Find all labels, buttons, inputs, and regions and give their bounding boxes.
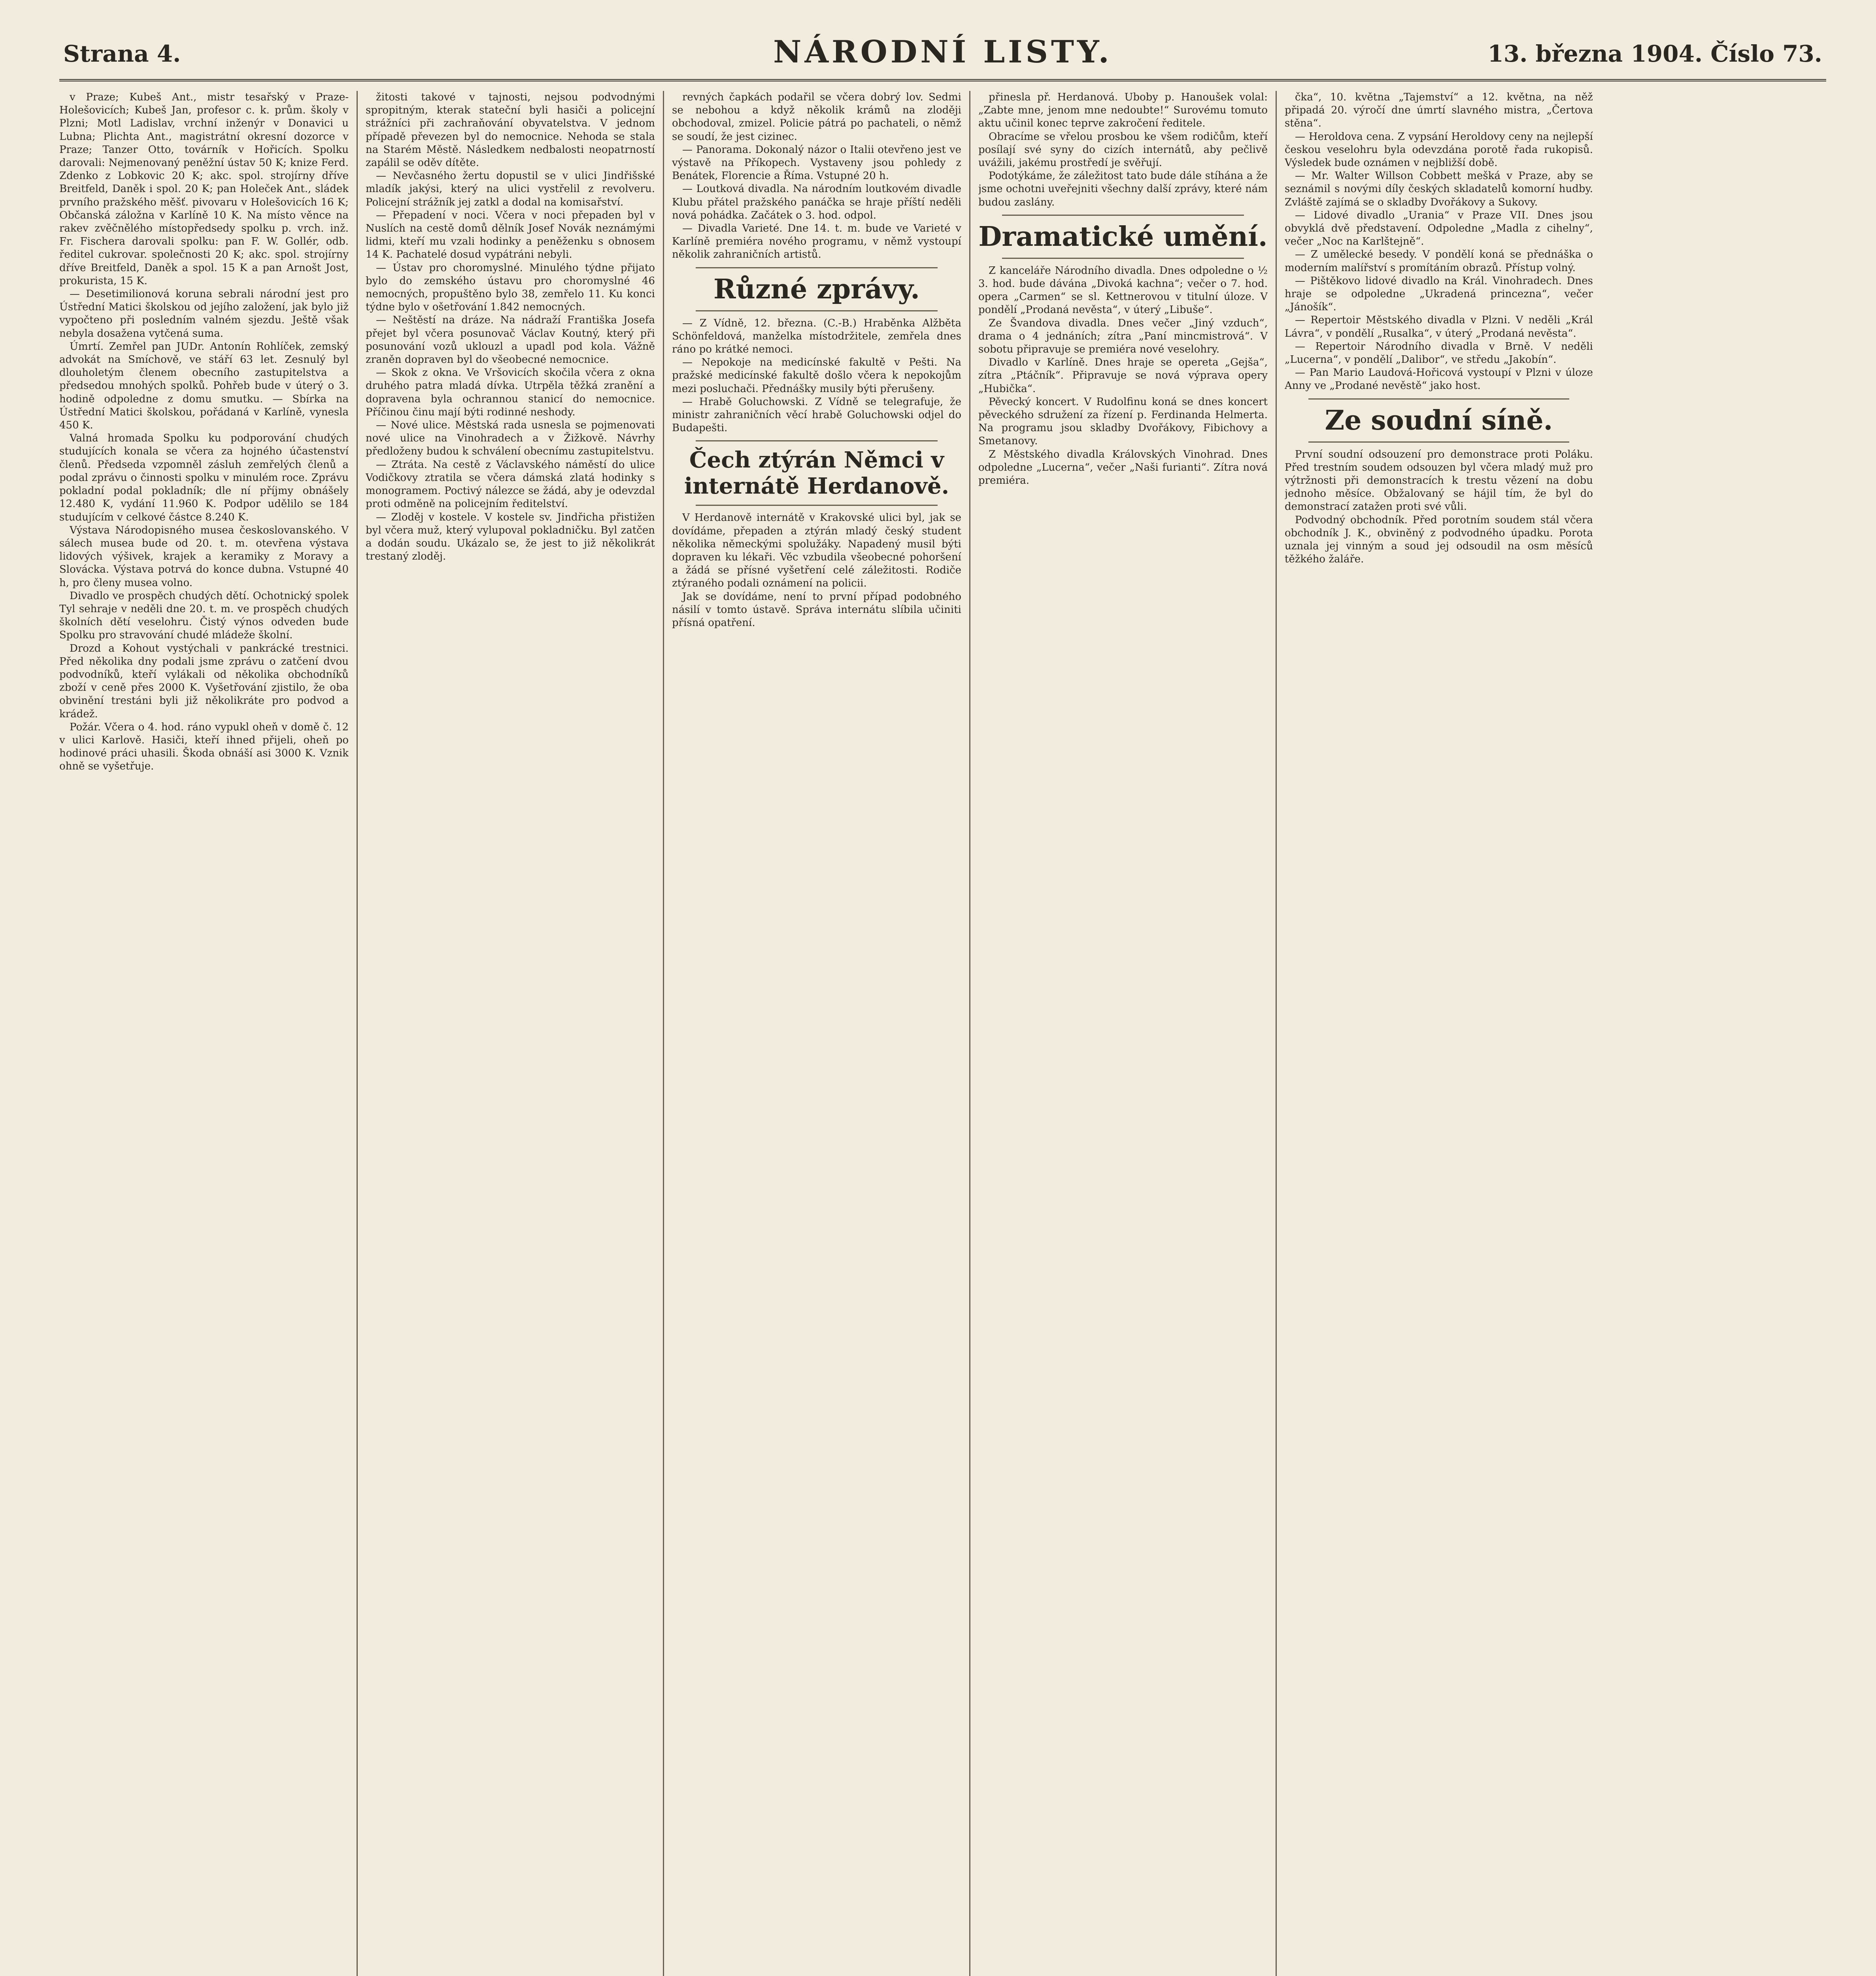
section-rule — [1002, 258, 1244, 259]
masthead — [59, 32, 1826, 81]
article-paragraph: — Pištěkovo lidové divadlo na Král. Vinohradech. Dnes hraje se odpoledne „Ukradená princezna“, večer „Jánošík“. — [1285, 275, 1593, 313]
article-paragraph: — Zloděj v kostele. V kostele sv. Jindřicha přistižen byl včera muž, který vylupoval pokladničku. Byl zatčen a dodán soudu. Ukázalo se, že jest to již několikrát trestaný zloděj. — [366, 511, 655, 563]
article-paragraph: Obracíme se vřelou prosbou ke všem rodičům, kteří posílají své syny do cizích internátů, aby pečlivě uvážili, jakému prostředí je svěřují. — [978, 130, 1268, 169]
article-paragraph: Valná hromada Spolku ku podporování chudých studujících konala se včera za hojného účastenství členů. Předseda vzpomněl zásluh zemřelých členů a podal zprávu o činnosti spolku v minulém roce. Zprávu pokladní podal pokladník; dle ní příjmy obnášely 12.480 K, vydání 11.960 K. Podpor udělilo se 184 studujícím v celkové částce 8.240 K. — [59, 432, 349, 523]
article-paragraph: přinesla př. Herdanová. Uboby p. Hanoušek volal: „Zabte mne, jenom mne nedoubte!“ Surovému tomuto aktu učinil konec teprve zakročení ředitele. — [978, 91, 1268, 130]
article-paragraph: V Herdanově internátě v Krakovské ulici byl, jak se dovídáme, přepaden a ztýrán mladý český student několika německými spolužáky. Napadený musil býti dopraven ku lékaři. Věc vzbudila všeobecné pohoršení a žádá se přísné vyšetření celé záležitosti. Rodiče ztýraného podali oznámení na policii. — [672, 512, 961, 590]
column-divider — [663, 91, 664, 1976]
article-paragraph: — Repertoir Městského divadla v Plzni. V neděli „Král Lávra“, v pondělí „Rusalka“, v úterý „Prodaná nevěsta“. — [1285, 314, 1593, 339]
section-heading-drama: Dramatické umění. — [978, 221, 1268, 253]
article-paragraph: revných čapkách podařil se včera dobrý lov. Sedmi se nebohou a když několik krámů na zloději obchodoval, zmizel. Policie pátrá po pachateli, o němž se soudí, že jest cizinec. — [672, 91, 961, 143]
article-paragraph: Pěvecký koncert. V Rudolfinu koná se dnes koncert pěveckého sdružení za řízení p. Ferdinanda Helmerta. Na programu jsou skladby Dvořákovy, Fibichovy a Smetanovy. — [978, 396, 1268, 447]
article-paragraph: — Ústav pro choromyslné. Minulého týdne přijato bylo do zemského ústavu pro choromyslné 46 nemocných, propuštěno bylo 38, zemřelo 11. Ku konci týdne bylo v ošetřování 1.842 nemocných. — [366, 262, 655, 313]
article-paragraph: — Skok z okna. Ve Vršovicích skočila včera z okna druhého patra mladá dívka. Utrpěla těžká zranění a dopravena byla ochrannou stanicí do nemocnice. Příčinou činu mají býti rodinné neshody. — [366, 367, 655, 418]
article-paragraph: Požár. Včera o 4. hod. ráno vypukl oheň v domě č. 12 v ulici Karlově. Hasiči, kteří ihned přijeli, oheň po hodinové práci uhasili. Škoda obnáší asi 3000 K. Vznik ohně se vyšetřuje. — [59, 721, 349, 773]
article-paragraph: Divadlo ve prospěch chudých dětí. Ochotnický spolek Tyl sehraje v neděli dne 20. t. m. ve prospěch chudých školních dětí veselohru. Čistý výnos odveden bude Spolku pro stravování chudé mládeže školní. — [59, 590, 349, 641]
article-paragraph: — Mr. Walter Willson Cobbett mešká v Praze, aby se seznámil s novými díly českých skladatelů komorní hudby. Zvláště zajímá se o skladby Dvořákovy a Sukovy. — [1285, 170, 1593, 208]
section-rule — [696, 310, 938, 311]
article-paragraph: — Z umělecké besedy. V pondělí koná se přednáška o moderním malířství s promítáním obrazů. Přístup volný. — [1285, 249, 1593, 274]
section-heading-news: Různé zprávy. — [713, 273, 920, 305]
article-paragraph: Z kanceláře Národního divadla. Dnes odpoledne o ½ 3. hod. bude dávána „Divoká kachna“; večer o 7. hod. opera „Carmen“ se sl. Kettnerovou v titulní úloze. V pondělí „Prodaná nevěsta“, v úterý „Libuše“. — [978, 264, 1268, 316]
article-paragraph: — Přepadení v noci. Včera v noci přepaden byl v Nuslích na cestě domů dělník Josef Novák neznámými lidmi, kteří mu vzali hodinky a peněženku s obnosem 14 K. Pachatelé dosud vypátráni nebyli. — [366, 209, 655, 261]
article-paragraph: — Desetimilionová koruna sebrali národní jest pro Ústřední Matici školskou od jejího založení, jak bylo již vypočteno při posledním valném sjezdu. Ještě však nebyla dosažena vytčená suma. — [59, 288, 349, 339]
column-divider — [969, 91, 970, 1976]
column-2 — [366, 91, 655, 1976]
article-paragraph: Ze Švandova divadla. Dnes večer „Jiný vzduch“, drama o 4 jednáních; zítra „Paní mincmistrová“. V sobotu připravuje se premiéra nové veselohry. — [978, 317, 1268, 356]
column-divider — [1276, 91, 1277, 1976]
newspaper-page — [59, 32, 1826, 1976]
article-headline: Čech ztýrán Němci v internátě Herdanově. — [684, 447, 949, 500]
column-divider — [357, 91, 358, 1976]
article-paragraph: První soudní odsouzení pro demonstrace proti Poláku. Před trestním soudem odsouzen byl včera mladý muž pro výtržnosti při demonstracích k trestu vězení na dobu jednoho měsíce. Obžalovaný se hájil tím, že byl do demonstrací zatažen proti své vůli. — [1285, 448, 1593, 513]
article-paragraph: v Praze; Kubeš Ant., mistr tesařský v Praze-Holešovicích; Kubeš Jan, profesor c. k. prům. školy v Plzni; Motl Ladislav, vrchní inženýr v Donavici u Lubna; Plichta Ant., magistrátní okresní dozorce v Praze; Tanzer Otto, továrník v Hořicích. Spolku darovali: Nejmenovaný peněžní ústav 50 K; knize Ferd. Zdenko z Lobkovic 20 K; akc. spol. strojírny dříve Breitfeld, Daněk i spol. 20 K; pan Holeček Ant., sládek prvního pražského měšť. pivovaru v Holešovicích 16 K; Občanská záložna v Karlíně 10 K. Na místo věnce na rakev zvěčnělého místopředsedy spolku p. vrch. inž. Fr. Fischera darovali spolku: pan F. W. Gollér, odb. ředitel cukrovar. společnosti 20 K; akc. spol. strojírny dříve Breitfeld, Daněk a spol. 15 K a pan Arnošt Jost, prokurista, 15 K. — [59, 91, 349, 287]
article-paragraph: Jak se dovídáme, není to první případ podobného násilí v tomto ústavě. Správa internátu slíbila učiniti přísná opatření. — [672, 590, 961, 629]
article-paragraph: — Lidové divadlo „Urania“ v Praze VII. Dnes jsou obvyklá dvě představení. Odpoledne „Madla z cihelny“, večer „Noc na Karlštejně“. — [1285, 209, 1593, 248]
article-paragraph: — Nepokoje na medicínské fakultě v Pešti. Na pražské medicínské fakultě došlo včera k nepokojům mezi posluchači. Přednášky musily býti přerušeny. — [672, 356, 961, 395]
section-rule — [1308, 441, 1569, 443]
article-paragraph: Z Městského divadla Královských Vinohrad. Dnes odpoledne „Lucerna“, večer „Naši furianti“. Zítra nová premiéra. — [978, 448, 1268, 487]
article-paragraph: — Heroldova cena. Z vypsání Heroldovy ceny na nejlepší českou veselohru byla odevzdána porotě řada rukopisů. Výsledek bude oznámen v nejbližší době. — [1285, 130, 1593, 169]
section-rule — [696, 505, 938, 506]
article-paragraph: čka“, 10. května „Tajemství“ a 12. května, na něž připadá 20. výročí dne úmrtí slavného mistra, „Čertova stěna“. — [1285, 91, 1593, 130]
article-paragraph: — Loutková divadla. Na národním loutkovém divadle Klubu přátel pražského panáčka se hraje příští neděli nová pohádka. Začátek o 3. hod. odpol. — [672, 183, 961, 221]
article-paragraph: — Repertoir Národního divadla v Brně. V neděli „Lucerna“, v pondělí „Dalibor“, ve středu „Jakobín“. — [1285, 340, 1593, 366]
section-rule — [1002, 215, 1244, 216]
article-paragraph: — Ztráta. Na cestě z Václavského náměstí do ulice Vodičkovy ztratila se včera dámská zlatá hodinky s monogramem. Poctivý nálezce se žádá, aby je odevzdal proti odměně na policejním ředitelství. — [366, 458, 655, 510]
article-paragraph: — Pan Mario Laudová-Hořicová vystoupí v Plzni v úloze Anny ve „Prodané nevěstě“ jako host. — [1285, 367, 1593, 392]
article-paragraph: Divadlo v Karlíně. Dnes hraje se opereta „Gejša“, zítra „Ptáčník“. Připravuje se nová výprava opery „Hubička“. — [978, 356, 1268, 395]
article-paragraph: Úmrtí. Zemřel pan JUDr. Antonín Rohlíček, zemský advokát na Smíchově, ve stáří 63 let. Zesnulý byl dlouholetým členem obecního zastupitelstva a předsedou mnohých spolků. Pohřeb bude v úterý o 3. hodině odpoledne z domu smutku. — Sbírka na Ústřední Matici školskou, pořádaná v Karlíně, vynesla 450 K. — [59, 340, 349, 432]
page-number: Strana 4. — [63, 40, 181, 67]
section-heading-court: Ze soudní síně. — [1325, 404, 1553, 436]
article-paragraph: — Nové ulice. Městská rada usnesla se pojmenovati nové ulice na Vinohradech a v Žižkově. Návrhy předloženy budou k schválení obecnímu zastupitelstvu. — [366, 419, 655, 458]
section-rule — [696, 440, 938, 441]
section-rule — [696, 267, 938, 268]
newspaper-title: NÁRODNÍ LISTY. — [773, 34, 1112, 70]
article-paragraph: Podvodný obchodník. Před porotním soudem stál včera obchodník J. K., obviněný z podvodného úpadku. Porota uznala jej vinným a soud jej odsoudil na osm měsíců těžkého žaláře. — [1285, 514, 1593, 566]
article-paragraph: — Neštěstí na dráze. Na nádraží Františka Josefa přejet byl včera posunovač Václav Koutný, který při posunování vozů uklouzl a upadl pod kola. Vážně zraněn dopraven byl do všeobecné nemocnice. — [366, 314, 655, 366]
section-rule — [1308, 398, 1569, 400]
column-1 — [59, 91, 349, 1976]
column-3 — [672, 91, 961, 1976]
article-paragraph: Drozd a Kohout vystýchali v pankrácké trestnici. Před několika dny podali jsme zprávu o zatčení dvou podvodníků, kteří vylákali od několika obchodníků zboží v ceně přes 2000 K. Vyšetřování zjistilo, že oba obvinění trestáni byli již několikráte pro podvod a krádež. — [59, 642, 349, 720]
article-paragraph: žitosti takové v tajnosti, nejsou podvodnými spropitným, kterak stateční byli hasiči a policejní strážníci při zachraňování obyvatelstva. V jednom případě převezen byl do nemocnice. Nehoda se stala na Starém Městě. Následkem nedbalosti neopatrností zapálil se oděv dítěte. — [366, 91, 655, 169]
article-paragraph: — Hrabě Goluchowski. Z Vídně se telegrafuje, že ministr zahraničních věcí hrabě Goluchowski odjel do Budapešti. — [672, 396, 961, 434]
article-paragraph: — Z Vídně, 12. března. (C.-B.) Hraběnka Alžběta Schönfeldová, manželka místodržitele, zemřela dnes ráno po krátké nemoci. — [672, 317, 961, 356]
article-paragraph: — Divadla Varieté. Dne 14. t. m. bude ve Varieté v Karlíně premiéra nového programu, v němž vystoupí několik zahraničních artistů. — [672, 222, 961, 261]
column-4 — [978, 91, 1268, 1976]
column-5 — [1285, 91, 1593, 1976]
date-and-issue: 13. března 1904. Číslo 73. — [1487, 40, 1822, 67]
article-paragraph: Podotýkáme, že záležitost tato bude dále stíhána a že jsme ochotni uveřejniti všechny další zprávy, které nám budou zaslány. — [978, 170, 1268, 208]
article-paragraph: — Nevčasného žertu dopustil se v ulici Jindřišské mladík jakýsi, který na ulici vystřelil z revolveru. Policejní strážník jej zatkl a dodal na komisařství. — [366, 170, 655, 208]
article-paragraph: — Panorama. Dokonalý názor o Italii otevřeno jest ve výstavě na Příkopech. Vystaveny jsou pohledy z Benátek, Florencie a Říma. Vstupné 20 h. — [672, 143, 961, 182]
article-paragraph: Výstava Národopisného musea českoslovanského. V sálech musea bude od 20. t. m. otevřena výstava lidových výšivek, krajek a keramiky z Moravy a Slovácka. Výstava potrvá do konce dubna. Vstupné 40 h, pro členy musea volno. — [59, 524, 349, 589]
